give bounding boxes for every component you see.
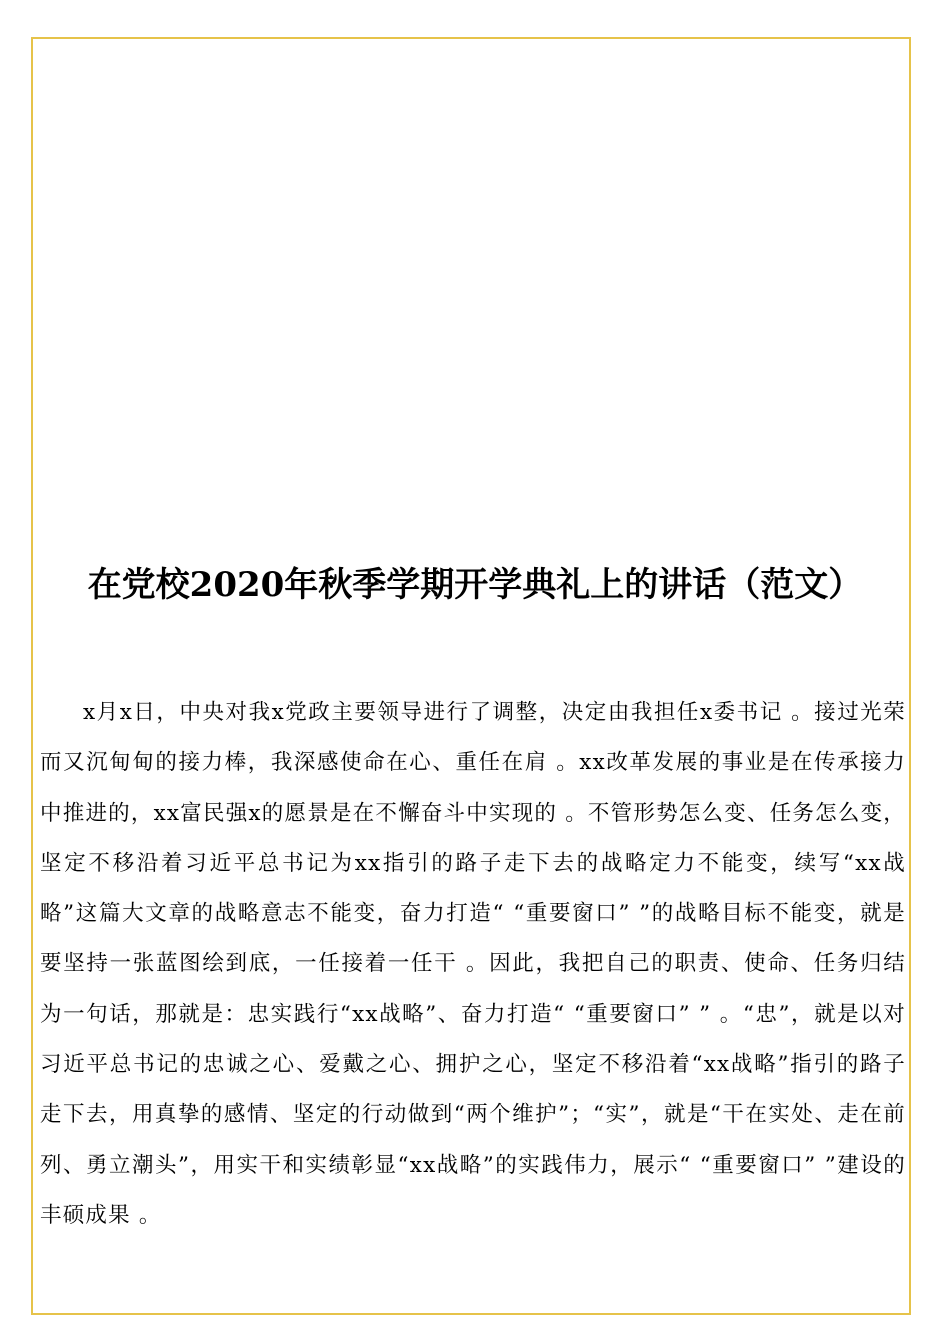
body-paragraph: x月x日，中央对我x党政主要领导进行了调整，决定由我担任x委书记 。接过光荣而又沉甸甸的接力棒，我深感使命在心、重任在肩 。xx改革发展的事业是在传承接力中推进的，xx富民强x的愿景是在不懈奋斗中实现的 。不管形势怎么变、任务怎么变，坚定不移沿着习近平总书记为xx指引的路子走下去的战略定力不能变，续写“xx战略”这篇大文章的战略意志不能变，奋力打造“ “重要窗口” ”的战略目标不能变，就是要坚持一张蓝图绘到底，一任接着一任干 。因此，我把自己的职责、使命、任务归结为一句话，那就是：忠实践行“xx战略”、奋力打造“ “重要窗口” ” 。“忠”，就是以对习近平总书记的忠诚之心、爱戴之心、拥护之心，坚定不移沿着“xx战略”指引的路子走下去，用真挚的感情、坚定的行动做到“两个维护”；“实”，就是“干在实处、走在前列、勇立潮头”，用实干和实绩彰显“xx战略”的实践伟力，展示“ “重要窗口” ”建设的丰硕成果 。 (40, 700, 906, 1228)
document-title: 在党校2020年秋季学期开学典礼上的讲话（范文） (87, 565, 863, 605)
